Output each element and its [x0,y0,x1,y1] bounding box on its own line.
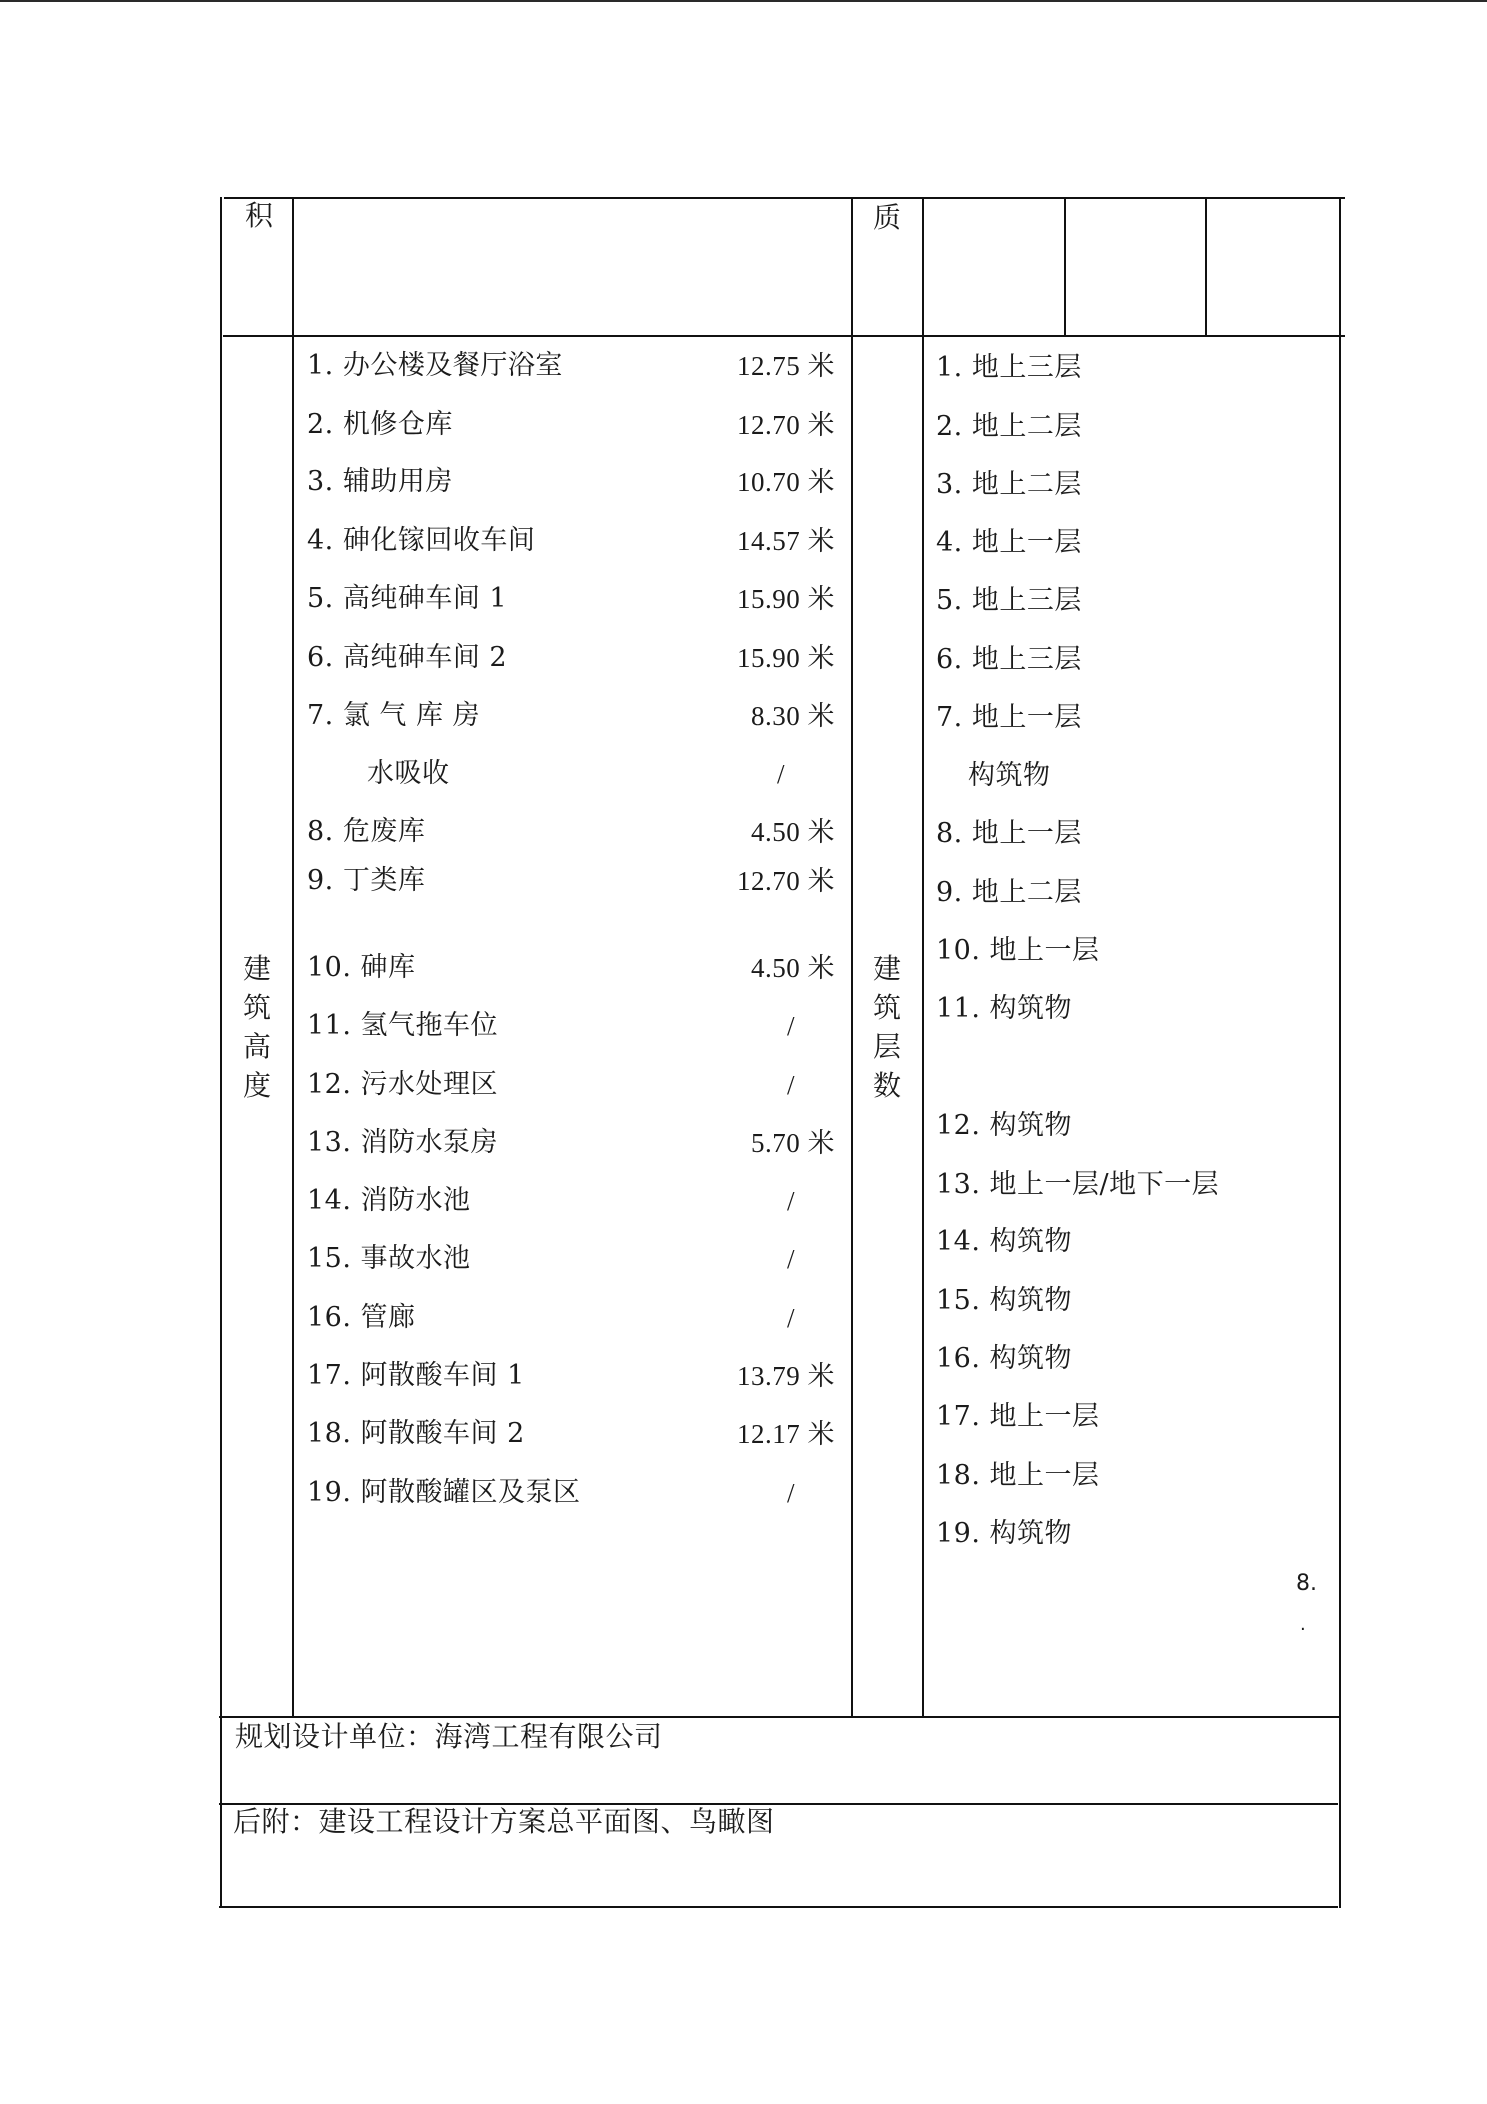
list-item: 1. 办公楼及餐厅浴室 [307,350,563,381]
list-item: 5. 地上三层 [936,585,1082,616]
table-border-bottom [219,1906,1338,1908]
list-item: 2. 地上二层 [936,411,1082,442]
list-item: 6. 高纯砷车间 2 [307,642,508,673]
height-value: 12.75 米 [737,351,835,381]
height-value: 12.70 米 [737,866,835,896]
height-value: / [786,1303,795,1333]
list-item: 12. 污水处理区 [307,1069,499,1100]
list-item: 12. 构筑物 [936,1110,1073,1141]
list-item: 构筑物 [968,760,1051,791]
list-item: 18. 阿散酸车间 2 [307,1418,525,1449]
table-border-top [224,197,1345,199]
list-item: 15. 构筑物 [936,1285,1073,1316]
height-value: 13.79 米 [737,1361,835,1391]
height-value: 4.50 米 [751,953,835,983]
height-value: 14.57 米 [737,526,835,556]
label-char: 建 [242,952,271,985]
column-divider-2 [851,197,853,1717]
list-item: 11. 构筑物 [936,993,1073,1024]
header-subcell-divider-2 [1205,197,1207,336]
list-item: 7. 氯 气 库 房 [307,700,481,731]
list-item: 2. 机修仓库 [307,409,453,440]
list-item: 14. 构筑物 [936,1226,1073,1257]
height-value: / [776,759,785,789]
list-item: 8. 地上一层 [936,818,1082,849]
label-char: 层 [872,1030,901,1063]
scan-top-edge [0,0,1487,2]
height-value: 12.17 米 [737,1419,835,1449]
list-item: 15. 事故水池 [307,1243,471,1274]
building-floors-label [870,949,904,1105]
list-item: 17. 阿散酸车间 1 [307,1360,525,1391]
table-border-right [1339,197,1341,1908]
height-value: 15.90 米 [737,643,835,673]
height-value: 5.70 米 [751,1128,835,1158]
label-char: 数 [872,1069,901,1102]
list-item: 4. 地上一层 [936,527,1082,558]
list-item: 16. 管廊 [307,1302,416,1333]
list-item: 10. 砷库 [307,952,416,983]
height-value: 4.50 米 [751,817,835,847]
list-item: 3. 辅助用房 [307,466,453,497]
table-border-left [220,197,222,1908]
margin-dot: . [1300,1614,1306,1635]
header-row-divider [223,335,1345,337]
label-char: 筑 [242,991,271,1024]
list-item: 8. 危废库 [307,816,426,847]
height-value: 15.90 米 [737,584,835,614]
label-char: 高 [242,1030,271,1063]
height-value: / [786,1186,795,1216]
list-item: 9. 丁类库 [307,865,426,896]
height-value: 8.30 米 [751,701,835,731]
list-item: 9. 地上二层 [936,877,1082,908]
label-char: 度 [242,1069,271,1102]
main-section-divider [219,1716,1339,1718]
column-divider-3 [922,197,924,1717]
quality-label: 质 [873,201,902,234]
height-value: / [786,1070,795,1100]
column-divider-1 [292,197,294,1717]
list-item: 4. 砷化镓回收车间 [307,525,536,556]
label-char: 筑 [872,991,901,1024]
list-item: 19. 阿散酸罐区及泵区 [307,1477,581,1508]
list-item: 16. 构筑物 [936,1343,1073,1374]
list-item: 14. 消防水池 [307,1185,471,1216]
list-item: 1. 地上三层 [936,352,1082,383]
attachment-note: 后附：建设工程设计方案总平面图、鸟瞰图 [233,1805,775,1838]
list-item: 水吸收 [367,758,450,789]
list-item: 18. 地上一层 [936,1460,1100,1491]
label-char: 建 [872,952,901,985]
header-subcell-divider-1 [1064,197,1066,336]
list-item: 7. 地上一层 [936,702,1082,733]
list-item: 13. 消防水泵房 [307,1127,499,1158]
height-value: / [786,1478,795,1508]
list-item: 5. 高纯砷车间 1 [307,583,508,614]
list-item: 6. 地上三层 [936,644,1082,675]
design-unit: 规划设计单位：海湾工程有限公司 [235,1720,663,1753]
margin-note: 8. [1296,1571,1317,1596]
list-item: 11. 氢气拖车位 [307,1010,499,1041]
list-item: 3. 地上二层 [936,469,1082,500]
height-value: / [786,1244,795,1274]
height-value: / [786,1011,795,1041]
list-item: 10. 地上一层 [936,935,1100,966]
height-value: 12.70 米 [737,410,835,440]
list-item: 19. 构筑物 [936,1518,1073,1549]
area-label: 积 [245,199,274,232]
building-height-label [240,949,274,1105]
height-value: 10.70 米 [737,467,835,497]
list-item: 13. 地上一层/地下一层 [936,1169,1220,1200]
list-item: 17. 地上一层 [936,1401,1100,1432]
